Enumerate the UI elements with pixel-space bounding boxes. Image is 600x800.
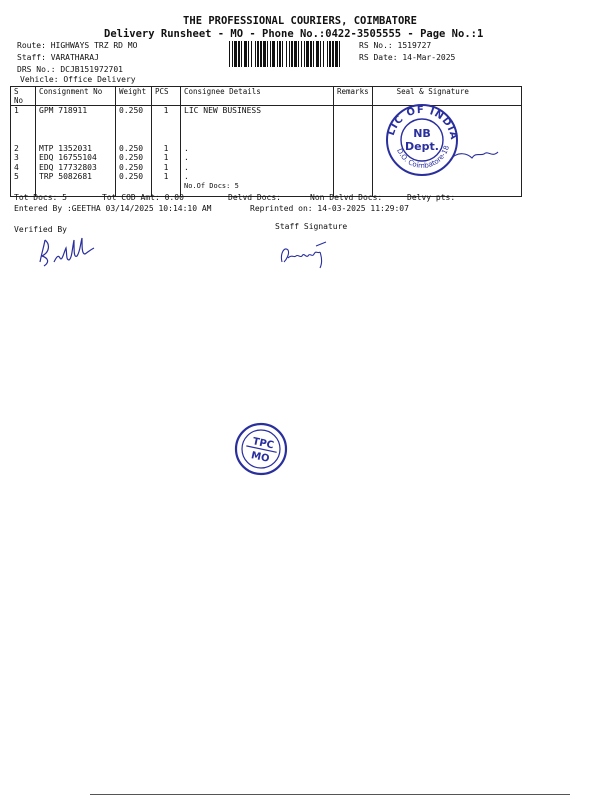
delivered-docs: Delvd Docs: bbox=[228, 193, 281, 202]
row-sno: 5 bbox=[14, 172, 19, 181]
row-consignee: LIC NEW BUSINESS bbox=[184, 106, 262, 115]
row-weight: 0.250 bbox=[119, 162, 144, 172]
col-header-consignee: Consignee Details bbox=[181, 87, 334, 106]
row-weight: 0.250 bbox=[119, 172, 144, 181]
staff-signature-label: Staff Signature bbox=[275, 222, 348, 231]
row-sno: 2 bbox=[14, 143, 19, 153]
tpc-mo-stamp bbox=[233, 421, 289, 477]
rs-number: RS No.: 1519727 bbox=[359, 41, 432, 50]
reprinted-on: Reprinted on: 14-03-2025 11:29:07 bbox=[250, 204, 409, 213]
lic-outer-text: LIC OF INDIA bbox=[385, 104, 460, 142]
route-label: Route: HIGHWAYS TRZ RD MO bbox=[17, 41, 138, 50]
consignment-column bbox=[36, 106, 116, 197]
row-pcs: 1 bbox=[163, 172, 169, 181]
lic-center-dept: Dept. bbox=[405, 140, 439, 153]
row-weight: 0.250 bbox=[119, 153, 144, 162]
col-header-weight: Weight bbox=[116, 87, 152, 106]
runsheet-subtitle: Delivery Runsheet - MO - Phone No.:0422-3505555 - Page No.:1 bbox=[104, 28, 484, 40]
remarks-column bbox=[334, 106, 373, 197]
row-consignment: EDQ 16755104 bbox=[39, 153, 97, 162]
row-pcs: 1 bbox=[163, 162, 169, 172]
row-weight: 0.250 bbox=[119, 143, 144, 153]
row-sno: 4 bbox=[14, 162, 19, 172]
tot-cod-amount: Tot COD Amt: 0.00 bbox=[102, 193, 184, 202]
consignee-column bbox=[181, 106, 334, 197]
col-header-pcs: PCS bbox=[152, 87, 181, 106]
mo-stamp-text: MO bbox=[250, 450, 271, 465]
row-weight: 0.250 bbox=[119, 106, 144, 115]
company-title: THE PROFESSIONAL COURIERS, COIMBATORE bbox=[183, 15, 417, 27]
rs-date: RS Date: 14-Mar-2025 bbox=[359, 53, 456, 62]
no-of-docs: No.Of Docs: 5 bbox=[184, 181, 239, 190]
vehicle-label: Vehicle: Office Delivery bbox=[20, 75, 136, 84]
row-consignment: GPM 718911 bbox=[39, 106, 88, 115]
verifier-signature bbox=[36, 232, 102, 272]
col-header-remarks: Remarks bbox=[334, 87, 373, 106]
row-consignee: . bbox=[184, 162, 189, 172]
tpc-stamp-text: TPC bbox=[251, 436, 275, 452]
lic-center-nb: NB bbox=[413, 127, 431, 140]
lic-seal-stamp bbox=[380, 100, 510, 176]
bottom-scan-line bbox=[90, 794, 570, 795]
barcode-image bbox=[228, 40, 341, 68]
row-pcs: 1 bbox=[163, 106, 169, 115]
lic-outer-bottom-text: D.O. Coimbatore-18 bbox=[395, 144, 451, 170]
tot-docs: Tot Docs: 5 bbox=[14, 193, 67, 202]
row-sno: 3 bbox=[14, 153, 19, 162]
drs-label: DRS No.: DCJB151972701 bbox=[17, 65, 123, 74]
row-pcs: 1 bbox=[163, 153, 169, 162]
sno-column bbox=[11, 106, 36, 197]
staff-label: Staff: VARATHARAJ bbox=[17, 53, 99, 62]
entered-by: Entered By :GEETHA 03/14/2025 10:14:10 AM bbox=[14, 204, 212, 213]
non-delivered-docs: Non Delvd Docs: bbox=[310, 193, 383, 202]
row-consignee: . bbox=[184, 153, 189, 162]
row-consignment: EDQ 17732803 bbox=[39, 162, 97, 172]
row-consignee: . bbox=[184, 172, 189, 181]
delivery-points: Delvy pts: bbox=[407, 193, 456, 202]
staff-signature bbox=[276, 238, 338, 270]
pcs-column bbox=[152, 106, 181, 197]
row-consignment: TRP 5082681 bbox=[39, 172, 92, 181]
col-header-seal: Seal & Signature bbox=[372, 87, 521, 106]
weight-column bbox=[116, 106, 152, 197]
row-consignment: MTP 1352031 bbox=[39, 143, 92, 153]
col-header-consignment: Consignment No bbox=[36, 87, 116, 106]
row-consignee: . bbox=[184, 143, 189, 153]
row-sno: 1 bbox=[14, 106, 19, 115]
col-header-sno: S No bbox=[11, 87, 36, 106]
row-pcs: 1 bbox=[163, 143, 169, 153]
verified-by-label: Verified By bbox=[14, 225, 67, 234]
